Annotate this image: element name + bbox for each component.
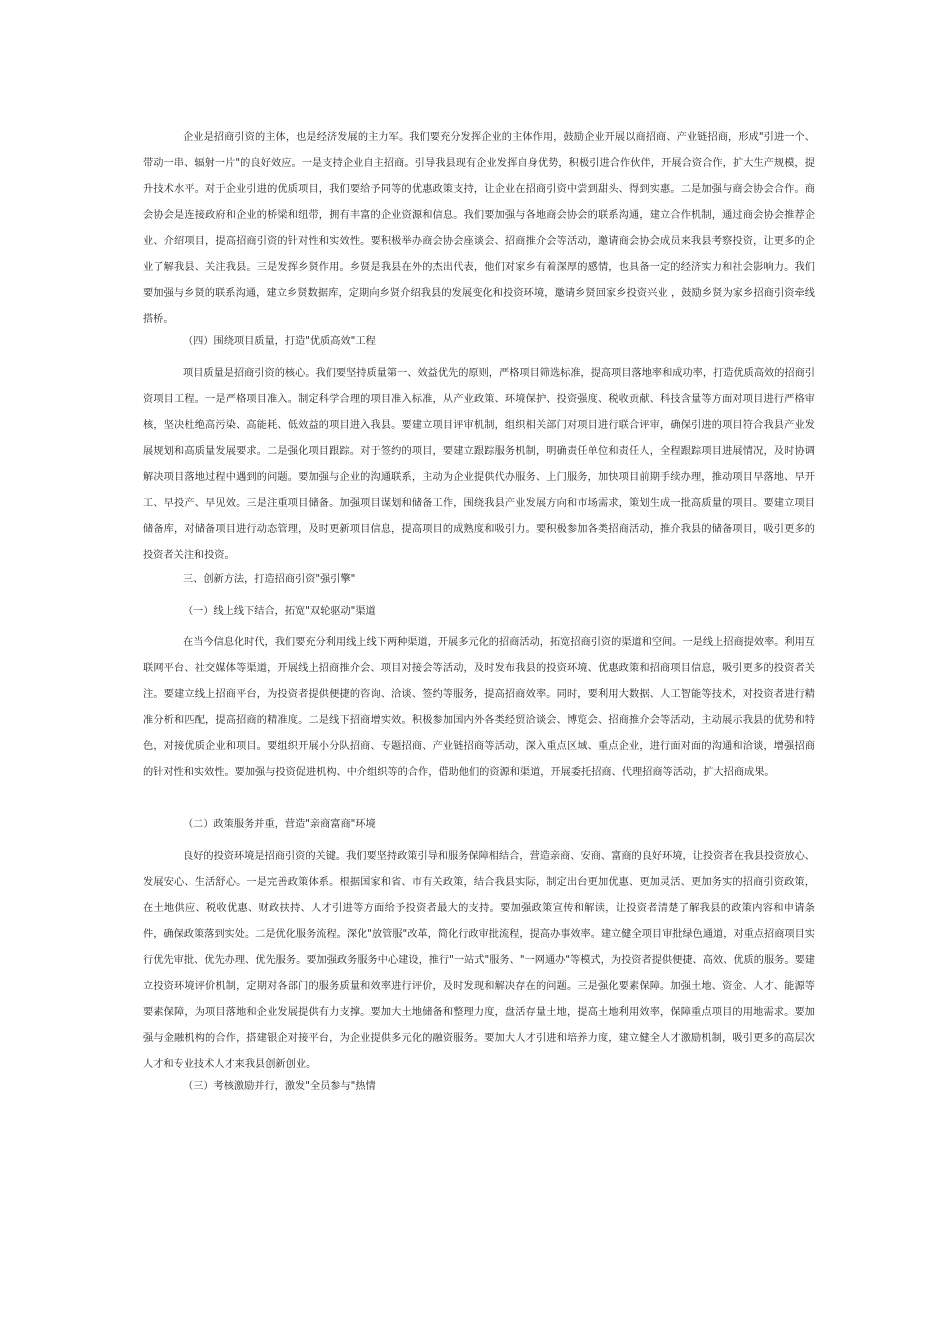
paragraph-policy-service: 良好的投资环境是招商引资的关键。我们要坚持政策引导和服务保障相结合，营造亲商、安商、富商的良好环境，让投资者在我县投资放心、发展安心、生活舒心。一是完善政策体系。根据国家和省、市有关政策，结合我县实际，制定出台更加优惠、更加灵活、更加务实的招商引资政策，在土地供应、税收优惠、财政扶持、人才引进等方面给予投资者最大的支持。要加强政策宣传和解读，让投资者清楚了解我县的政策内容和申请条件，确保政策落到实处。二是优化服务流程。深化"放管服"改革，简化行政审批流程，提高办事效率。建立健全项目审批绿色通道，对重点招商项目实行优先审批、优先办理、优先服务。要加强政务服务中心建设，推行"一站式"服务、"一网通办"等模式，为投资者提供便捷、高效、优质的服务。要建立投资环境评价机制，定期对各部门的服务质量和效率进行评价，及时发现和解决存在的问题。三是强化要素保障。加强土地、资金、人才、能源等要素保障，为项目落地和企业发展提供有力支撑。要加大土地储备和整理力度，盘活存量土地，提高土地利用效率，保障重点项目的用地需求。要加强与金融机构的合作，搭建银企对接平台，为企业提供多元化的融资服务。要加大人才引进和培养力度，建立健全人才激励机制，吸引更多的高层次人才和专业技术人才来我县创新创业。	[143, 851, 815, 1070]
paragraph-online-offline: 在当今信息化时代，我们要充分利用线上线下两种渠道，开展多元化的招商活动，拓宽招商引资的渠道和空间。一是线上招商提效率。利用互联网平台、社交媒体等渠道，开展线上招商推介会、项目对接会等活动，及时发布我县的投资环境、优惠政策和招商项目信息，吸引更多的投资者关注。要建立线上招商平台，为投资者提供便捷的咨询、洽谈、签约等服务，提高招商效率。同时，要利用大数据、人工智能等技术，对投资者进行精准分析和匹配，提高招商的精准度。二是线下招商增实效。积极参加国内外各类经贸洽谈会、博览会、招商推介会等活动，主动展示我县的优势和特色，对接优质企业和项目。要组织开展小分队招商、专题招商、产业链招商等活动，深入重点区域、重点企业，进行面对面的沟通和洽谈，增强招商的针对性和实效性。要加强与投资促进机构、中介组织等的合作，借助他们的资源和渠道，开展委托招商、代理招商等活动，扩大招商成果。	[143, 637, 815, 778]
chapter-heading-innovation: 三、创新方法，打造招商引资"强引擎"	[183, 574, 356, 585]
paragraph-project-quality: 项目质量是招商引资的核心。我们要坚持质量第一、效益优先的原则，严格项目筛选标准，提高项目落地率和成功率，打造优质高效的招商引资项目工程。一是严格项目准入。制定科学合理的项目准入标准，从产业政策、环境保护、投资强度、税收贡献、科技含量等方面对项目进行严格审核，坚决杜绝高污染、高能耗、低效益的项目进入我县。要建立项目评审机制，组织相关部门对项目进行联合评审，确保引进的项目符合我县产业发展规划和高质量发展要求。二是强化项目跟踪。对于签约的项目，要建立跟踪服务机制，明确责任单位和责任人，全程跟踪项目进展情况，及时协调解决项目落地过程中遇到的问题。要加强与企业的沟通联系，主动为企业提供代办服务、上门服务，加快项目前期手续办理，推动项目早落地、早开工、早投产、早见效。三是注重项目储备。加强项目谋划和储备工作，围绕我县产业发展方向和市场需求，策划生成一批高质量的项目。要建立项目储备库，对储备项目进行动态管理，及时更新项目信息，提高项目的成熟度和吸引力。要积极参加各类招商活动，推介我县的储备项目，吸引更多的投资者关注和投资。	[143, 368, 815, 561]
section-heading-assessment-incentive: （三）考核激励并行，激发"全员参与"热情	[183, 1081, 376, 1092]
section-heading-online-offline: （一）线上线下结合，拓宽"双轮驱动"渠道	[183, 606, 376, 617]
section-heading-policy-service: （二）政策服务并重，营造"亲商富商"环境	[183, 819, 376, 830]
section-heading-project-quality: （四）围绕项目质量，打造"优质高效"工程	[183, 336, 376, 347]
paragraph-enterprise-investment: 企业是招商引资的主体，也是经济发展的主力军。我们要充分发挥企业的主体作用，鼓励企业开展以商招商、产业链招商，形成"引进一个、带动一串、辐射一片"的良好效应。一是支持企业自主招商。引导我县现有企业发挥自身优势，积极引进合作伙伴，开展合资合作，扩大生产规模，提升技术水平。对于企业引进的优质项目，我们要给予同等的优惠政策支持，让企业在招商引资中尝到甜头、得到实惠。二是加强与商会协会合作。商会协会是连接政府和企业的桥梁和纽带，拥有丰富的企业资源和信息。我们要加强与各地商会协会的联系沟通，建立合作机制，通过商会协会推荐企业、介绍项目，提高招商引资的针对性和实效性。要积极举办商会协会座谈会、招商推介会等活动，邀请商会协会成员来我县考察投资，让更多的企业了解我县、关注我县。三是发挥乡贤作用。乡贤是我县在外的杰出代表，他们对家乡有着深厚的感情，也具备一定的经济实力和社会影响力。我们要加强与乡贤的联系沟通，建立乡贤数据库，定期向乡贤介绍我县的发展变化和投资环境，邀请乡贤回家乡投资兴业 ，鼓励乡贤为家乡招商引资牵线搭桥。	[143, 132, 815, 325]
